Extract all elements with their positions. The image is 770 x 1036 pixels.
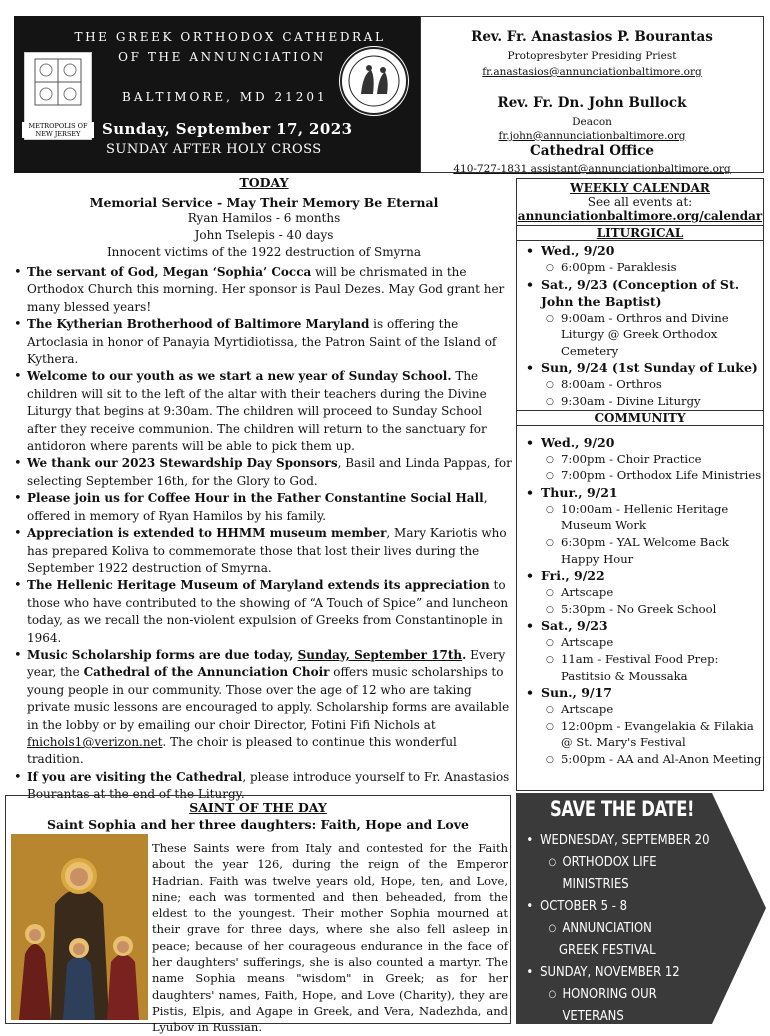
event-name: ○ ANNUNCIATION xyxy=(516,917,714,939)
cathedral-header xyxy=(14,16,420,173)
calendar-event: ○ 6:00pm - Paraklesis xyxy=(517,259,763,276)
visitor-item: • If you are visiting the Cathedral, please introduce yourself to Fr. Anastasios Bourantas at the end of the Liturgy. xyxy=(27,769,514,804)
announcement-item: • Please join us for Coffee Hour in the Father Constantine Social Hall, offered in memory of Ryan Hamilos by his family. xyxy=(27,490,514,525)
annunciation-seal-icon xyxy=(339,46,409,116)
community-list xyxy=(517,426,763,768)
calendar-event: ○ 9:00am - Orthros and Divine Liturgy @ Greek Orthodox Cemetery xyxy=(517,310,763,360)
save-the-date-panel xyxy=(516,793,766,1024)
deacon-title: Deacon xyxy=(572,116,612,128)
calendar-event: ○ 7:00pm - Orthodox Life Ministries xyxy=(517,467,763,484)
calendar-event: ○ 9:30am - Divine Liturgy xyxy=(517,393,763,410)
event-date: • OCTOBER 5 - 8 xyxy=(516,895,714,917)
calendar-event: ○ 5:00pm - AA and Al-Anon Meeting xyxy=(517,751,763,768)
calendar-see-all: See all events at: xyxy=(587,195,693,209)
choir-email-link[interactable]: fnichols1@verizon.net xyxy=(27,734,163,749)
announcement-item: • We thank our 2023 Stewardship Day Sponsors, Basil and Linda Pappas, for selecting September 16th, for the Glory to God. xyxy=(27,455,514,490)
calendar-event: ○ Artscape xyxy=(517,634,763,651)
announcements-list xyxy=(14,264,514,804)
announcement-item: • The servant of God, Megan ‘Sophia’ Cocca will be chrismated in the Orthodox Church this morning. Her sponsor is Paul Dezes. May God grant her many blessed years! xyxy=(27,264,514,316)
deacon-email-link[interactable]: fr.john@annunciationbaltimore.org xyxy=(498,130,686,142)
priest-name: Rev. Fr. Anastasios P. Bourantas xyxy=(471,29,713,45)
memorial-title: Memorial Service - May Their Memory Be Eternal xyxy=(89,195,439,210)
deacon-name: Rev. Fr. Dn. John Bullock xyxy=(497,95,687,111)
announcement-item: • The Kytherian Brotherhood of Baltimore Maryland is offering the Artoclasia in honor of Panayia Myrtidiotissa, the Patron Saint of the Island of Kythera. xyxy=(27,316,514,368)
save-the-date-list xyxy=(516,829,746,1027)
calendar-day: • Sun, 9/24 (1st Sunday of Luke) xyxy=(517,359,763,376)
calendar-event: ○ 5:30pm - No Greek School xyxy=(517,601,763,618)
memorial-line: John Tselepis - 40 days xyxy=(194,228,334,242)
announcement-item: • Welcome to our youth as we start a new year of Sunday School. The children will sit to the left of the altar with their teachers during the Divine Liturgy that begins at 9:30am. The children will proceed to Sunday School after they receive communion. The children will return to the sanctuary for antidoron where parents will be able to pick them up. xyxy=(27,368,514,455)
save-the-date-title: SAVE THE DATE! xyxy=(550,797,695,821)
priest-title: Protopresbyter Presiding Priest xyxy=(507,50,677,62)
bulletin-date: Sunday, September 17, 2023 xyxy=(102,120,353,138)
music-scholarship-item: • Music Scholarship forms are due today, Sunday, September 17th. Every year, the Cathedral of the Annunciation Choir offers music scholarships to young people in our community. Those over the age of 12 who are taking private music lessons are encouraged to apply. Scholarship forms are available in the lobby or by emailing our choir Director, Fotini Fifi Nichols at fnichols1@verizon.net. The choir is pleased to continue this wonderful tradition. xyxy=(27,647,514,769)
today-section xyxy=(14,173,514,804)
priest-email-link[interactable]: fr.anastasios@annunciationbaltimore.org xyxy=(482,66,702,78)
event-date: • WEDNESDAY, SEPTEMBER 20 xyxy=(516,829,714,851)
calendar-day: • Sat., 9/23 xyxy=(517,617,763,634)
event-name: ○ ORTHODOX LIFE xyxy=(516,851,714,873)
event-name-cont: GREEK FESTIVAL xyxy=(559,942,656,958)
clergy-contacts xyxy=(420,16,764,173)
calendar-day: • Sat., 9/23 (Conception of St. John the Baptist) xyxy=(517,276,763,310)
cathedral-name-line1: THE GREEK ORTHODOX CATHEDRAL xyxy=(74,30,386,44)
calendar-event: ○ Artscape xyxy=(517,701,763,718)
saint-title: Saint Sophia and her three daughters: Faith, Hope and Love xyxy=(47,817,469,832)
weekly-calendar xyxy=(516,178,764,791)
saint-of-the-day xyxy=(5,795,511,1035)
liturgical-sunday: SUNDAY AFTER HOLY CROSS xyxy=(106,142,322,157)
calendar-title: WEEKLY CALENDAR xyxy=(570,181,710,195)
event-name-cont: MINISTRIES xyxy=(562,876,629,892)
today-heading: TODAY xyxy=(239,175,289,190)
liturgical-heading: LITURGICAL xyxy=(517,225,763,240)
calendar-event: ○ 10:00am - Hellenic Heritage Museum Work xyxy=(517,501,763,534)
cathedral-city: BALTIMORE, MD 21201 xyxy=(122,90,328,104)
calendar-day: • Sun., 9/17 xyxy=(517,684,763,701)
calendar-event: ○ 12:00pm - Evangelakia & Filakia @ St. Mary's Festival xyxy=(517,718,763,751)
calendar-event: ○ 8:00am - Orthros xyxy=(517,376,763,393)
office-phone[interactable]: 410-727-1831 xyxy=(453,163,528,175)
saint-label: SAINT OF THE DAY xyxy=(189,800,327,815)
office-email[interactable]: assistant@annunciationbaltimore.org xyxy=(530,163,731,175)
saint-story: These Saints were from Italy and contested for the Faith about the year 126, during the reign of the Emperor Hadrian. Faith was twelve years old, Hope, ten, and Love, nine; each was tormented and then beheaded, from the eldest to the youngest. Their mother Sophia mourned at their grave for three days, where she also fell asleep in peace; because of her courageous endurance in the face of her daughters' sufferings, she is also counted a martyr. The name Sophia means "wisdom" in Greek; as for her daughters' names, Faith, Hope, and Love (Charity), they are Pistis, Elpis, and Agape in Greek, and Vera, Nadezhda, and Lyubov in Russian. xyxy=(152,841,508,1035)
memorial-line: Ryan Hamilos - 6 months xyxy=(187,211,341,225)
event-name: ○ HONORING OUR xyxy=(516,983,714,1005)
memorial-line: Innocent victims of the 1922 destruction of Smyrna xyxy=(106,245,422,259)
calendar-day: • Thur., 9/21 xyxy=(517,484,763,501)
announcement-item: • Appreciation is extended to HHMM museum member, Mary Kariotis who has prepared Koliva to commemorate those that lost their lives during the September 1922 destruction of Smyrna. xyxy=(27,525,514,577)
calendar-event: ○ 7:00pm - Choir Practice xyxy=(517,451,763,468)
calendar-event: ○ 6:30pm - YAL Welcome Back Happy Hour xyxy=(517,534,763,567)
event-name-cont: VETERANS xyxy=(562,1008,624,1024)
announcement-item: • The Hellenic Heritage Museum of Maryland extends its appreciation to those who have contributed to the showing of “A Touch of Spice” and luncheon today, as we recall the non-violent expulsion of Greeks from Constantinople in 1964. xyxy=(27,577,514,647)
community-heading: COMMUNITY xyxy=(517,410,763,426)
calendar-day: • Fri., 9/22 xyxy=(517,567,763,584)
calendar-event: ○ 11am - Festival Food Prep: Pastitsio & Moussaka xyxy=(517,651,763,684)
event-date: • SUNDAY, NOVEMBER 12 xyxy=(516,961,714,983)
liturgical-list xyxy=(517,240,763,410)
calendar-day: • Wed., 9/20 xyxy=(517,242,763,259)
metropolis-seal-text: METROPOLIS OF NEW JERSEY xyxy=(22,122,94,138)
calendar-url-link[interactable]: annunciationbaltimore.org/calendar xyxy=(517,209,763,223)
saint-icon-image xyxy=(11,834,148,1020)
calendar-event: ○ Artscape xyxy=(517,584,763,601)
calendar-day: • Wed., 9/20 xyxy=(517,434,763,451)
cathedral-name-line2: OF THE ANNUNCIATION xyxy=(118,50,326,64)
office-title: Cathedral Office xyxy=(529,143,655,159)
